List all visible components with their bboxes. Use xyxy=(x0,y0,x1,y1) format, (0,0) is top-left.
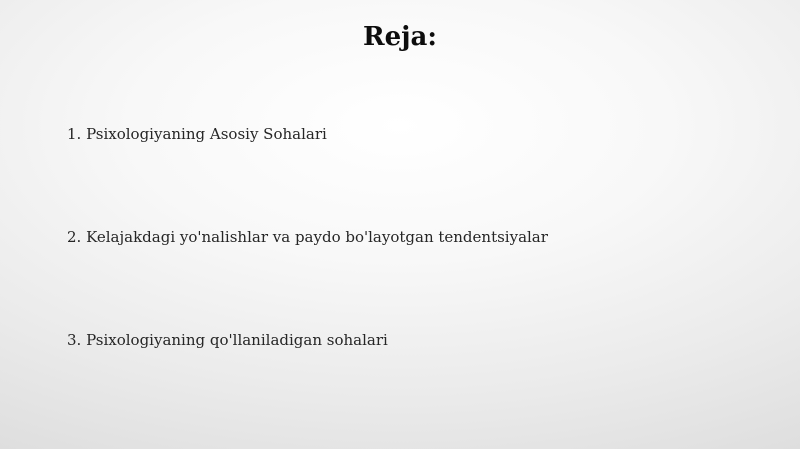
agenda-item-2: 2. Kelajakdagi yo'nalishlar va paydo bo'layotgan tendentsiyalar xyxy=(67,228,548,246)
slide-title: Reja: xyxy=(362,22,437,52)
agenda-item-3: 3. Psixologiyaning qo'llaniladigan sohalari xyxy=(67,331,388,349)
agenda-item-1: 1. Psixologiyaning Asosiy Sohalari xyxy=(67,125,327,143)
